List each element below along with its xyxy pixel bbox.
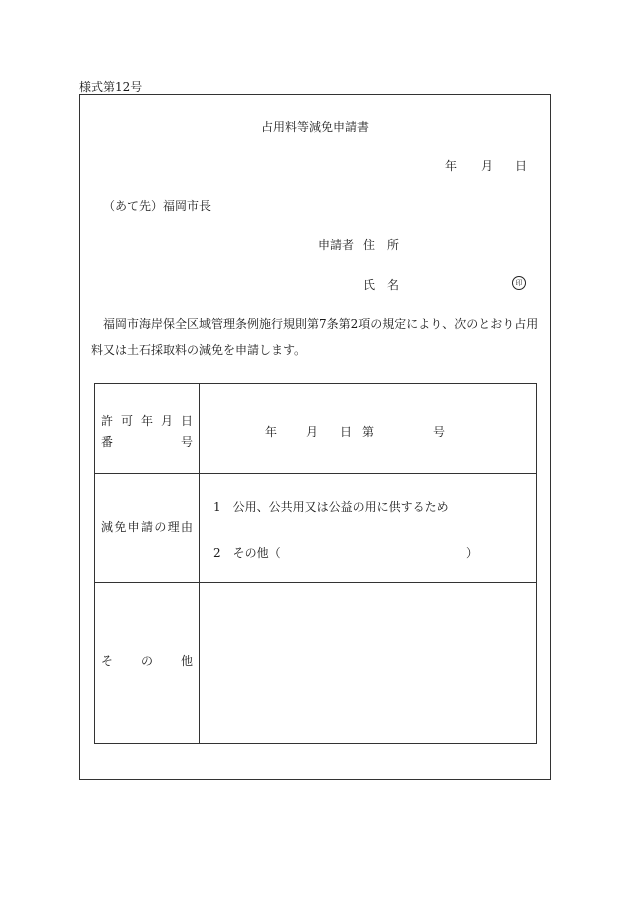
other-label [101,652,193,669]
form-title: 占用料等減免申請書 [260,120,369,134]
permit-month-label: 月 [306,425,319,439]
addressee: （あて先）福岡市長 [103,199,212,213]
seal-mark: 印 [512,276,526,290]
other-label-char: の [140,654,153,668]
permit-label-char: 可 [120,414,133,428]
other-label-char: 他 [180,654,193,668]
permit-label-char: 月 [160,414,173,428]
permit-dai-label: 第 [362,425,375,439]
permit-label-char: 番 [101,435,114,449]
date-month-label: 月 [481,159,494,173]
table-divider-row1 [95,473,536,474]
other-label-char: そ [101,654,114,668]
date-year-label: 年 [445,159,458,173]
reduction-reason-label [101,518,193,535]
date-day-label: 日 [515,159,528,173]
body-text: 福岡市海岸保全区域管理条例施行規則第7条第2項の規定により、次のとおり占用料又は土石採取料の減免を申請します。 [91,317,539,357]
permit-label-char: 許 [101,414,114,428]
reason-other-close-paren: ） [466,546,479,560]
reason-label-char: 理 [167,520,180,534]
reason-option-public-use[interactable]: 1 公用、公共用又は公益の用に供するため [213,500,449,514]
other-field[interactable] [200,583,536,743]
permit-label-char: 年 [140,414,153,428]
permit-go-label: 号 [433,425,446,439]
permit-date-label [101,412,193,429]
reason-label-char: 免 [114,520,127,534]
application-table [94,383,537,744]
reason-label-char: の [154,520,167,534]
permit-number-label [101,433,193,450]
reason-label-char: 由 [180,520,193,534]
reason-label-char: 請 [140,520,153,534]
name-label: 氏 名 [363,278,400,292]
permit-day-label: 日 [340,425,353,439]
reason-label-char: 申 [127,520,140,534]
permit-date-number-field[interactable] [200,384,536,473]
reason-option-other[interactable]: 2 その他（ [213,546,281,560]
address-label: 住 所 [363,238,400,252]
applicant-label: 申請者 [318,238,355,252]
reason-label-char: 減 [101,520,114,534]
form-number: 様式第12号 [79,80,143,94]
permit-label-char: 号 [180,435,193,449]
permit-label-char: 日 [180,414,193,428]
permit-year-label: 年 [265,425,278,439]
